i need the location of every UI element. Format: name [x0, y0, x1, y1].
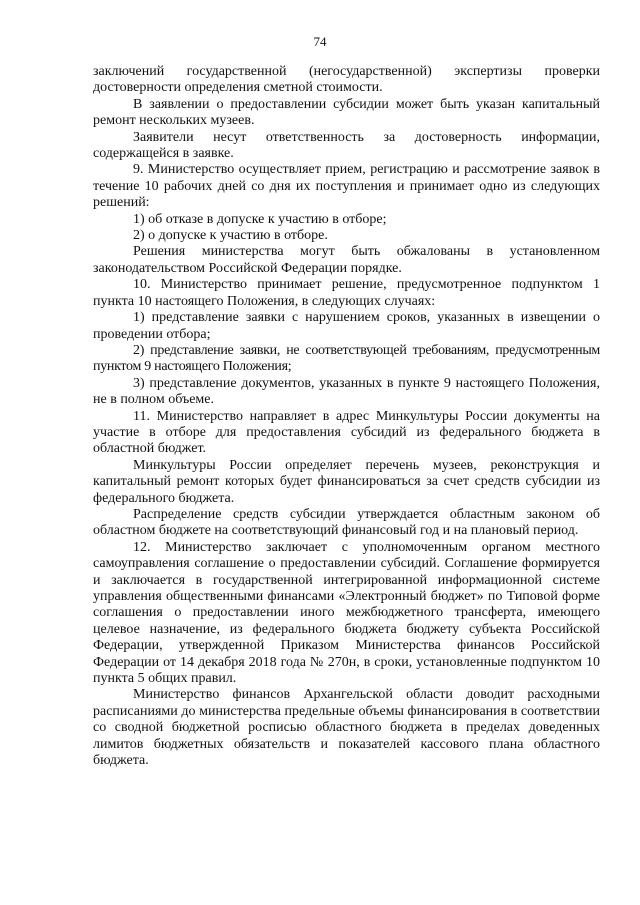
paragraph-appeal: Решения министерства могут быть обжалованы в установленном законодательством Российской Федерации порядке.: [93, 244, 600, 276]
paragraph-item-9: 9. Министерство осуществляет прием, регистрацию и рассмотрение заявок в течение 10 рабочих дней со дня их поступления и принимает одно из следующих решений:: [93, 162, 600, 211]
list-item-admission: 2) о допуске к участию в отборе.: [133, 228, 328, 244]
paragraph-ministry-of-finance: Министерство финансов Архангельской области доводит расходными расписаниями до министерства предельные объемы финансирования в соответствии со сводной бюджетной росписью областного бюджета в пределах доведенных лимитов бюджетных обязательств и показателей кассового плана областного бюджета.: [93, 687, 600, 769]
page-number: 74: [313, 34, 327, 49]
paragraph-multiple-museums: В заявлении о предоставлении субсидии может быть указан капитальный ремонт нескольких музеев.: [93, 96, 600, 129]
list-item-noncompliant-application: 2) представление заявки, не соответствующей требованиям, предусмотренным пунктом 9 настоящего Положения;: [93, 342, 600, 375]
list-item-incomplete-documents: 3) представление документов, указанных в пункте 9 настоящего Положения, не в полном объеме.: [93, 375, 600, 408]
paragraph-ministry-of-culture: Минкультуры России определяет перечень музеев, реконструкция и капитальный ремонт которых будет финансироваться за счет средств субсидии из федерального бюджета.: [93, 457, 600, 506]
paragraph-item-11: 11. Министерство направляет в адрес Минкультуры России документы на участие в отборе для предоставления субсидий из федерального бюджета в областной бюджет.: [93, 408, 600, 457]
paragraph-subsidy-distribution: Распределение средств субсидии утверждается областным законом об областном бюджете на соответствующий финансовый год и на плановый период.: [93, 506, 600, 539]
paragraph-expertise-continuation: заключений государственной (негосударственной) экспертизы проверки достоверности определения сметной стоимости.: [93, 64, 600, 96]
list-item-late-submission: 1) представление заявки с нарушением сроков, указанных в извещении о проведении отбора;: [93, 310, 600, 342]
paragraph-item-12: 12. Министерство заключает с уполномоченным органом местного самоуправления соглашение о предоставлении субсидий. Соглашение формируется и заключается в государственной интегрированной информационной системе управления общественными финансами «Электронный бюджет» по Типовой форме соглашения о предоставлении иного межбюджетного трансферта, имеющего целевое назначение, из федерального бюджета бюджету субъекта Российской Федерации, утвержденной Приказом Министерства финансов Российской Федерации от 14 декабря 2018 года № 270н, в сроки, установленные подпунктом 10 пункта 5 общих правил.: [93, 539, 600, 687]
list-item-refusal: 1) об отказе в допуске к участию в отборе;: [133, 211, 387, 227]
paragraph-applicant-responsibility: Заявители несут ответственность за достоверность информации, содержащейся в заявке.: [93, 129, 600, 162]
document-body: [93, 64, 600, 769]
paragraph-item-10: 10. Министерство принимает решение, предусмотренное подпунктом 1 пункта 10 настоящего Положения, в следующих случаях:: [93, 277, 600, 309]
